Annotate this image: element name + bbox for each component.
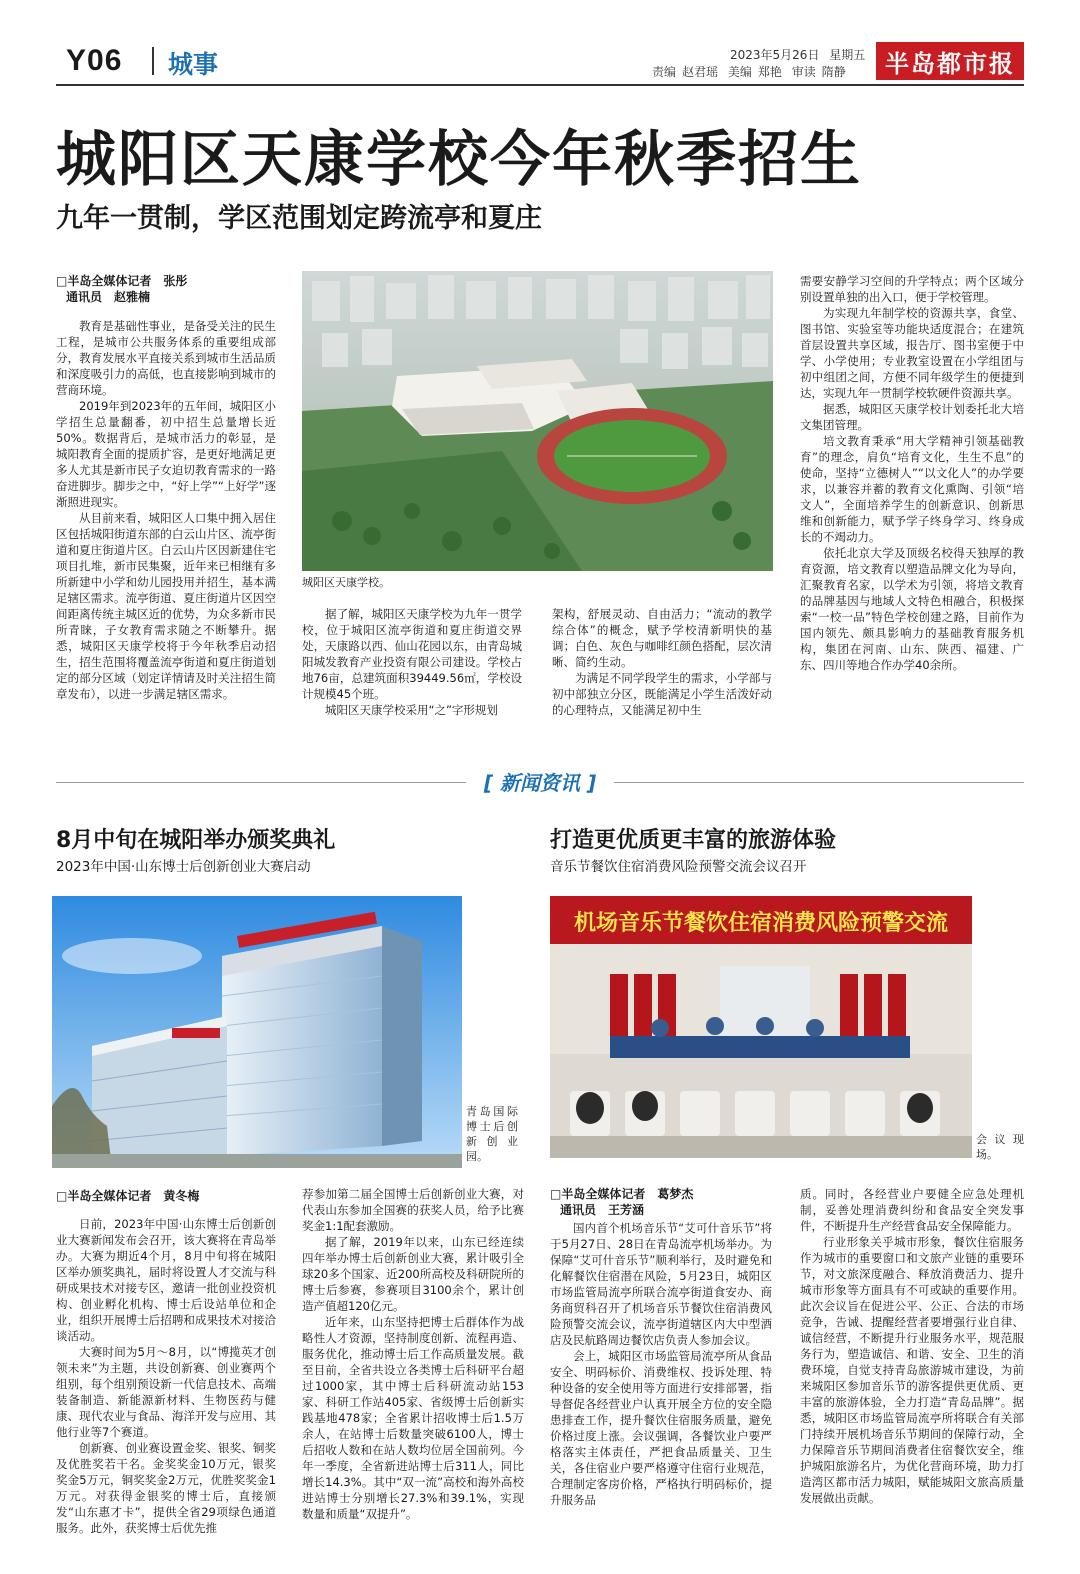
- article2-title: 8月中旬在城阳举办颁奖典礼: [56, 828, 336, 853]
- meeting-photo: [550, 896, 972, 1158]
- main-subheadline: 九年一贯制，学区范围划定跨流亭和夏庄: [56, 203, 542, 234]
- paragraph: 教育是基础性事业，是备受关注的民生工程，是城市公共服务体系的重要组成部分，教育发展水平直接关系到城市生活品质和深度吸引力的高低，也直接影响到城市的营商环境。: [56, 319, 276, 397]
- paragraph: 据悉，城阳区天康学校计划委托北大培文集团管理。: [800, 402, 1024, 432]
- article2-column-1: [56, 1216, 276, 1536]
- editor-name: 郑艳: [757, 65, 782, 79]
- main-headline: 城阳区天康学校今年秋季招生: [56, 125, 862, 195]
- paragraph: 国内首个机场音乐节“艾可什音乐节”将于5月27日、28日在青岛流亭机场举办。为保障“艾可什音乐节”顺利举行，及时避免和化解餐饮住宿潜在风险，5月23日，城阳区市场监管局流亭所联合流亭街道食安办、商务商贸科召开了机场音乐节餐饮住宿消费风险预警交流会议，流亭街道辖区内大中型酒店及民航路周边餐饮店负责人参加会议。: [550, 1221, 772, 1347]
- paragraph: 创新赛、创业赛设置金奖、银奖、铜奖及优胜奖若干名。金奖奖金10万元，银奖奖金5万元，铜奖奖金2万元，优胜奖奖金1万元。对获得金银奖的博士后，直接颁发“山东惠才卡”，提供全省29项绿色通道服务。此外，获奖博士后优先推: [56, 1441, 276, 1535]
- paragraph: 荐参加第二届全国博士后创新创业大赛，对代表山东参加全国赛的获奖人员，给予比赛奖金1:1配套激励。: [302, 1187, 524, 1233]
- page-number: Y06: [66, 44, 123, 77]
- editor-name: 隋静: [821, 65, 846, 79]
- section-divider-left: [56, 782, 466, 783]
- paragraph: 2019年到2023年的五年间，城阳区小学招生总量翻番，初中招生总量增长近50%。数据背后，是城市活力的彰显，是城阳教育全面的提质扩容，是更好地满足更多人尤其是新市民子女迫切教育需求的一路奋进脚步。脚步之中，“好上学”“上好学”逐渐照进现实。: [56, 399, 276, 509]
- meeting-photo-caption: 会议现场。: [976, 1133, 1024, 1161]
- header-separator: [152, 47, 154, 75]
- main-article-column-4: [800, 273, 1024, 673]
- article3-column-1: [550, 1220, 772, 1508]
- section-divider-right: [614, 782, 1024, 783]
- paragraph: 据了解，2019年以来，山东已经连续四年举办博士后创新创业大赛，累计吸引全球20多个国家、近200所高校及科研院所的博士后参赛，参赛项目3100余个，累计创造产值超120亿元。: [302, 1235, 524, 1313]
- logo-text: 半岛都市报: [885, 48, 1015, 78]
- postdoc-building-photo: [52, 896, 462, 1168]
- byline-reporter: □半岛全媒体记者 张彤: [56, 274, 188, 288]
- editor-role: 审读: [791, 65, 816, 79]
- issue-date: 2023年5月26日: [730, 48, 820, 62]
- newspaper-logo: [876, 42, 1024, 80]
- editors-line: [652, 63, 852, 80]
- editor-name: 赵君瑶: [682, 65, 719, 79]
- issue-weekday: 星期五: [829, 48, 866, 62]
- paragraph: 依托北京大学及顶级名校得天独厚的教育资源，培文教育以塑造品牌文化为导向，汇聚教育名家，以学术为引领，将培文教育的品牌基因与地域人文特色相融合，积极探索“一校一品”特色学校创建之路，目前作为国内领先、颇具影响力的基础教育服务机构，集团在河南、山东、陕西、福建、广东、四川等地合作办学40余所。: [800, 546, 1024, 672]
- paragraph: 需要安静学习空间的升学特点；两个区域分别设置单独的出入口，便于学校管理。: [800, 274, 1024, 304]
- date-line: [730, 46, 871, 63]
- school-aerial-photo: [302, 271, 773, 571]
- byline-correspondent: 通讯员 赵雅楠: [66, 290, 151, 304]
- paragraph: 行业形象关乎城市形象，餐饮住宿服务作为城市的重要窗口和文旅产业链的重要环节，对文旅深度融合、释放消费活力、提升城市形象等方面具有不可或缺的重要作用。此次会议旨在促进公平、公正、合法的市场竞争，告诫、提醒经营者要增强行业自律、诚信经营，不断提升行业服务水平，规范服务行为，塑造诚信、和谐、安全、卫生的消费环境，自觉支持青岛旅游城市建设，为前来城阳区参加音乐节的游客提供更优质、更丰富的旅游体验，全力打造“青岛品牌”。据悉，城阳区市场监管局流亭所将联合有关部门持续开展机场音乐节期间的保障行动，全力保障音乐节期间消费者住宿餐饮安全，维护城阳旅游名片，为优化营商环境，助力打造湾区都市活力城阳，赋能城阳文旅高质量发展做出贡献。: [800, 1235, 1024, 1505]
- paragraph: 据了解，城阳区天康学校为九年一贯学校，位于城阳区流亭街道和夏庄街道交界处，天康路以西、仙山花园以东，由青岛城阳城发教育产业投资有限公司建设。学校占地76亩，总建筑面积39449.56㎡，学校设计规模45个班。: [302, 607, 522, 701]
- postdoc-photo-caption: 青岛国际博士后创新创业园。: [466, 1105, 518, 1163]
- main-article-column-1: [56, 318, 276, 702]
- byline-reporter: □半岛全媒体记者 黄冬梅: [56, 1189, 200, 1203]
- article3-column-2: [800, 1186, 1024, 1506]
- article2-column-2: [302, 1186, 524, 1522]
- editor-role: 责编: [652, 65, 677, 79]
- article3-title: 打造更优质更丰富的旅游体验: [550, 828, 837, 853]
- paragraph: 会上，城阳区市场监管局流亭所从食品安全、明码标价、消费维权、投诉处理、特种设备的安全使用等方面进行安排部署，指导督促各经营业户认真开展全方位的安全隐患排查工作，提升餐饮住宿服务质量，避免价格过度上涨。会议强调，各餐饮业户要严格落实主体责任，严把食品质量关、卫生关，各住宿业户要严格遵守住宿行业规范，合理制定客房价格，严格执行明码标价，提升服务品: [550, 1349, 772, 1507]
- main-article-column-2: [302, 606, 522, 718]
- paragraph: 为满足不同学段学生的需求，小学部与初中部独立分区，既能满足小学生活泼好动的心理特点，又能满足初中生: [552, 671, 772, 717]
- news-section-banner: [ 新闻资讯 ]: [470, 769, 610, 797]
- byline-correspondent: 通讯员 王芳涵: [560, 1203, 645, 1217]
- paragraph: 日前，2023年中国·山东博士后创新创业大赛新闻发布会召开，该大赛将在青岛举办。大赛为期近4个月，8月中旬将在城阳区举办颁奖典礼，届时将设置人才交流与科研成果技术对接专区，邀请一批创业投资机构、创业孵化机构、博士后设站单位和企业，组织开展博士后招聘和成果技术对接洽谈活动。: [56, 1217, 276, 1343]
- article3-subtitle: 音乐节餐饮住宿消费风险预警交流会议召开: [550, 859, 807, 875]
- meeting-banner-text: 机场音乐节餐饮住宿消费风险预警交流: [573, 911, 948, 936]
- page-header: [0, 0, 1080, 90]
- header-rule: [56, 84, 1024, 86]
- main-article-column-3: [552, 606, 772, 718]
- paragraph: 为实现九年制学校的资源共享，食堂、图书馆、实验室等功能块适度混合；在建筑首层设置共享区域，报告厅、图书室便于中学、小学使用；专业教室设置在小学组团与初中组团之间，方便不同年级学生的便捷到达，实现九年一贯制学校软硬件资源共享。: [800, 306, 1024, 400]
- paragraph: 大赛时间为5月～8月，以“博揽英才创领未来”为主题，共设创新赛、创业赛两个组别，每个组别预设新一代信息技术、高端装备制造、新能源新材料、生物医药与健康、现代农业与食品、海洋开发与应用、其他行业等7个赛道。: [56, 1345, 276, 1439]
- byline-reporter: □半岛全媒体记者 葛梦杰: [550, 1187, 694, 1201]
- article2-byline: [56, 1188, 199, 1204]
- paragraph: 近年来，山东坚持把博士后群体作为战略性人才资源，坚持制度创新、流程再造、服务优化，推动博士后工作高质量发展。截至目前，全省共设立各类博士后科研平台超过1000家，其中博士后科研流动站153家、科研工作站405家、省级博士后创新实践基地478家；全省累计招收博士后1.5万余人，在站博士后数量突破6100人，博士后招收人数和在站人数均位居全国前列。今年一季度，全省新进站博士后311人，同比增长14.3%。其中“双一流”高校和海外高校进站博士分别增长27.3%和39.1%，实现数量和质量“双提升”。: [302, 1315, 524, 1521]
- main-byline: [56, 273, 187, 305]
- paragraph: 质。同时，各经营业户要健全应急处理机制，妥善处理消费纠纷和食品安全突发事件，不断提升生产经营食品安全保障能力。: [800, 1187, 1024, 1233]
- editor-role: 美编: [727, 65, 752, 79]
- paragraph: 架构，舒展灵动、自由活力；“流动的教学综合体”的概念，赋予学校清新明快的基调；白色、灰色与咖啡红颜色搭配，层次清晰、简约生动。: [552, 607, 772, 669]
- article2-subtitle: 2023年中国·山东博士后创新创业大赛启动: [56, 859, 311, 875]
- paragraph: 城阳区天康学校采用“之”字形规划: [325, 703, 498, 717]
- school-photo-caption: 城阳区天康学校。: [302, 576, 390, 589]
- paragraph: 培文教育秉承“用大学精神引领基础教育”的理念，肩负“培育文化，生生不息”的使命，坚持“立德树人”“以文化人”的办学要求，以兼容并蓄的教育文化熏陶、引领“培文人”，全面培养学生的创新意识、创新思维和创新能力，赋予学子终身学习、终身成长的不竭动力。: [800, 434, 1024, 544]
- article3-byline: [550, 1186, 693, 1218]
- paragraph: 从目前来看，城阳区人口集中拥入居住区包括城阳街道东部的白云山片区、流亭街道和夏庄街道片区。白云山片区因新建住宅项目扎堆，新市民集聚，近年来已相继有多所新建中小学和幼儿园投用并招生，基本满足辖区需求。流亭街道、夏庄街道片区因空间距离传统主城区近的优势，为众多新市民所青睐，子女教育需求随之不断攀升。据悉，城阳区天康学校将于今年秋季启动招生，招生范围将覆盖流亭街道和夏庄街道划定的部分区域（划定详情请及时关注招生简章发布），以进一步满足辖区需求。: [56, 511, 276, 701]
- section-name: 城事: [168, 50, 219, 79]
